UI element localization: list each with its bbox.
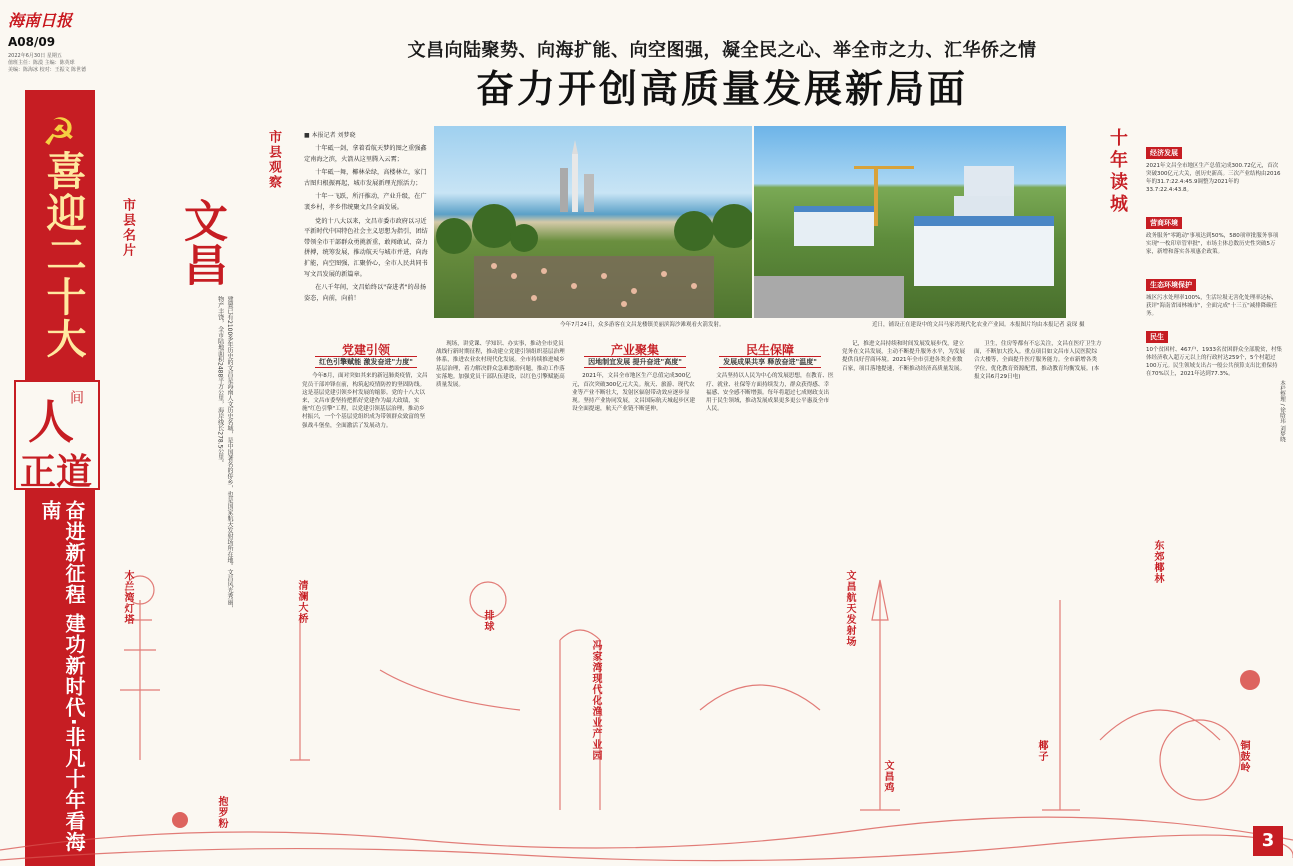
subhead-subtitle: 发展成果共享 释放奋进"温度" bbox=[719, 356, 821, 368]
lead-paragraph: 在八千年间，文昌始终以"奋进者"的昂扬姿态，向前，向前！ bbox=[304, 284, 427, 302]
page-title: 奋力开创高质量发展新局面 bbox=[475, 67, 968, 111]
banner-headline: 喜迎二十大 bbox=[40, 150, 87, 360]
subhead-title: 党建引领 bbox=[341, 343, 390, 357]
column-subhead bbox=[572, 343, 698, 368]
byline: ■ 本报记者 刘梦晓 bbox=[304, 132, 356, 139]
lead-paragraph: 十年砥一剑，拿着看航天梦的图之重强鑫定南海之滨，火箭从这里腾入云霄； bbox=[304, 145, 427, 163]
column-subhead bbox=[302, 343, 430, 368]
article-column bbox=[572, 340, 698, 580]
article-column bbox=[302, 340, 430, 630]
subhead-title: 民生保障 bbox=[745, 343, 794, 357]
article-column bbox=[436, 340, 566, 600]
column-text: 现场，讲党课、学知识、办实事，推动全市党员战线行新时期征程，推动建立党建引领组织基层治理体系，推进农业农村现代化发展。全市持续推进城乡基层治理，着力解决群众急难愁盼问题，推动工作落实落地。加强党员干部队伍建设，以红色引擎赋能高质量发展。 bbox=[436, 341, 565, 389]
photo-caption-right: 近日，铺设正在建设中的文昌马家湾现代化农业产业园。本报图片均由本报记者 袁琛 摄 bbox=[872, 322, 1085, 328]
sidebar-title: 十年读城 bbox=[1107, 128, 1128, 216]
lead-paragraph: 十年砥一舞，椰林朵绿，高楼林立，家门古图归根振再起，城市发展新理光照活力； bbox=[304, 169, 427, 187]
sidebar-item bbox=[1146, 210, 1282, 256]
sidebar-item-text: 2021年文昌全市地区生产总值完成300.72亿元，首次突破300亿元大关，创历史新高。三次产业结构由2016年的31.7:22.4:45.9调整为2021年的33.7:22.4:43.8。 bbox=[1146, 163, 1281, 193]
landmark-label: 抱罗粉 bbox=[216, 796, 227, 829]
edition-editors: 值班主任：陈漠 主编：陈英球 bbox=[8, 60, 75, 66]
edition-meta bbox=[8, 53, 104, 74]
sidebar-item-text: 城区污水处理率100%，生活垃圾无害化处理率达标，获评"海南省园林城市"，全面完成"十三五"减排降碳任务。 bbox=[1146, 295, 1278, 317]
section-tag: 市县观察 bbox=[266, 130, 281, 190]
masthead bbox=[8, 8, 104, 74]
column-subhead bbox=[706, 343, 834, 368]
column-text: 记，推进文昌持续和时间发展发展步伐，建立党务在文昌发展，主动不断提升服务水平，为发展提供良好营商环境。2021年全市引进各类企业数百家，项目落地提速，不断推动经济高质量发展。 bbox=[842, 341, 966, 372]
sidebar-item-label: 经济发展 bbox=[1146, 147, 1182, 159]
landmark-label: 铜鼓岭 bbox=[1238, 740, 1249, 773]
sidebar-item-text: 10个贫困村、467户、1933名贫困群众全部脱贫，村集体经济收入超万元以上的行政村达259个，5个村超过100万元。民生领域支出占一般公共预算支出比重保持在70%以上，2021年达到77.3%。 bbox=[1146, 347, 1282, 377]
landmark-label: 清澜大桥 bbox=[296, 580, 307, 624]
sidebar-credit: 本栏整理 / 徐晗玮 刘梦晓 bbox=[1279, 380, 1285, 443]
landmark-label: 排球 bbox=[482, 610, 493, 632]
banner-slogan: 奋进新征程 建功新时代·非凡十年看海南 bbox=[38, 500, 86, 853]
lead-paragraph: 十年一飞跃，所汗推动，产业升级，在广袤乡村，孝乡伟统聚文昌全面发展。 bbox=[304, 193, 427, 211]
subhead-subtitle: 因地制宜发展 提升奋进"高度" bbox=[584, 356, 686, 368]
sidebar-item bbox=[1146, 272, 1282, 318]
column-text: 今年8月，面对突如其来的新冠肺炎疫情，文昌党员干部冲锋在前，构筑起疫情防控的坚固防线。这是基层党建引领乡村发展的缩影。党的十八大以来，文昌市委坚持把抓好党建作为最大政绩，实施"红色引擎"工程，以党建引领基层治理，推动乡村振兴，一个个基层党组织成为带领群众致富的坚强战斗堡垒，全面激活了发展动力。 bbox=[302, 373, 428, 429]
page-number: A08/09 bbox=[8, 35, 56, 49]
party-emblem-icon: ☭ bbox=[41, 110, 77, 154]
column-text: 文昌坚持以人民为中心的发展思想，在教育、医疗、就业、社保等方面持续发力，群众获得感、幸福感、安全感不断增强。每年将超过七成财政支出用于民生领域，推动发展成果更多更公平惠及全市人民。 bbox=[706, 373, 834, 413]
column-text: 卫生，住房等都有不忘关注，文昌在医疗卫生方面，不断加大投入。重点项目如文昌市人民医院综合大楼等，全面提升医疗服务能力。全市新增各类学位，优化教育资源配置，推动教育均衡发展。(本报文昌6月29日电) bbox=[974, 341, 1102, 380]
article-column bbox=[706, 340, 834, 580]
county-card-tag: 市县名片 bbox=[120, 198, 135, 258]
edition-staff: 美编：陈海冰 校对：王振文 陈世德 bbox=[8, 67, 87, 73]
article-column bbox=[842, 340, 968, 530]
landmark-label: 文昌航天发射场 bbox=[844, 570, 855, 647]
renjian-small-char: 间 bbox=[68, 390, 84, 404]
renjian-big-char: 人 bbox=[28, 395, 74, 449]
landmark-label: 椰子 bbox=[1036, 740, 1047, 762]
page-corner-badge: 3 bbox=[1253, 826, 1283, 856]
article-column bbox=[974, 340, 1102, 530]
sidebar-item-text: 政务服务"零跑动"事项达到50%，580项审批服务事项实现"一枚印章管审批"，市场主体总数历史性突破5万家，新增和落实各项惠企政策。 bbox=[1146, 233, 1279, 255]
edition-date: 2022年6月30日 星期五 bbox=[8, 53, 62, 59]
newspaper-logo: 海南日报 bbox=[8, 11, 73, 30]
county-intro: 建置已有2100多年历史的文昌是海南人文历史名城，是中国著名的侨乡，也是国家航天发射场所在地。文昌风光秀丽，物产丰饶，全市陆地面积2488平方公里，海岸线长278.5公里。 bbox=[216, 296, 233, 612]
sidebar-item-label: 营商环境 bbox=[1146, 217, 1182, 229]
photo-caption-left: 今年7月24日，众多游客在文昌龙楼镇美丽滨海沙滩观看火箭发射。 bbox=[560, 322, 725, 328]
zhengdao-text: 正道 bbox=[20, 451, 93, 493]
subhead-title: 产业聚集 bbox=[610, 343, 659, 357]
industrial-park-photo bbox=[754, 126, 1066, 318]
landmark-label: 东郊椰林 bbox=[1152, 540, 1163, 584]
headline-kicker: 文昌向陆聚势、向海扩能、向空图强，凝全民之心、举全市之力、汇华侨之情 bbox=[407, 40, 1037, 61]
sidebar-item-label: 民生 bbox=[1146, 331, 1168, 343]
landmark-label: 冯家湾现代化渔业产业园 bbox=[590, 640, 601, 761]
lead-paragraph: 党的十八大以来，文昌市委市政府以习近平新时代中国特色社会主义思想为指引，团结带领全市干部群众勇挑新重，敢闯敢试、奋力拼搏，统筹发展，推动航天与城市并进，向海扩能，向空图强，汇聚侨心，全市人民共同书写文昌发展的新篇章。 bbox=[304, 217, 428, 278]
subhead-subtitle: 红色引擎赋能 激发奋进"力度" bbox=[315, 356, 417, 368]
column-text: 2021年，文昌全市地区生产总值完成300亿元，首次突破300亿元大关。航天、旅游、现代农业等产业不断壮大，发射区辐射带动效应逐步显现。坚持产业协同发展，文昌国际航天城起步区建设全面提速，航天产业链不断延伸。 bbox=[572, 373, 696, 413]
sidebar-item-label: 生态环境保护 bbox=[1146, 279, 1196, 291]
sidebar-item bbox=[1146, 324, 1282, 378]
rocket-launch-photo bbox=[434, 126, 752, 318]
landmark-label: 文昌鸡 bbox=[882, 760, 893, 793]
county-name: 文昌 bbox=[176, 198, 227, 286]
lead-article bbox=[304, 144, 428, 307]
sidebar-item bbox=[1146, 140, 1282, 194]
renjian-zhengdao-block bbox=[14, 380, 100, 493]
landmark-label: 木兰湾灯塔 bbox=[122, 570, 133, 625]
